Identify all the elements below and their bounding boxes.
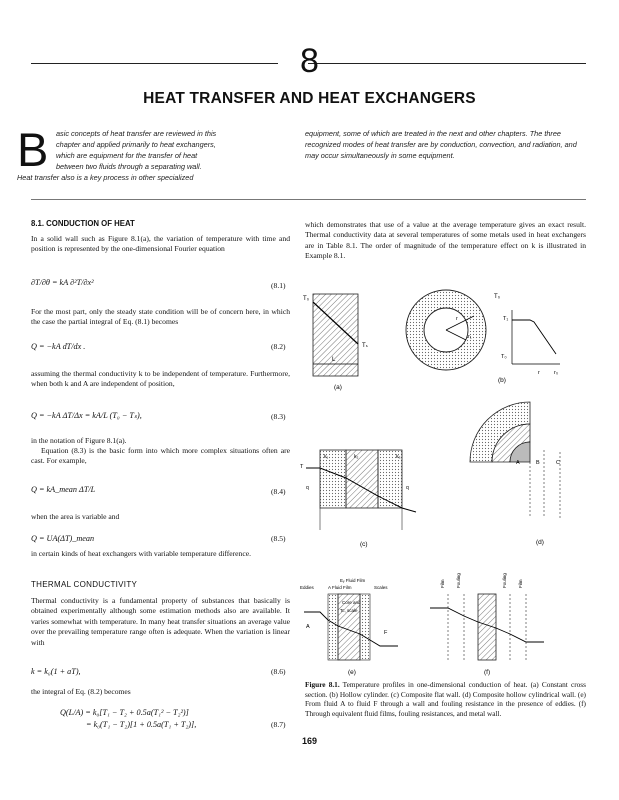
label-F: F	[384, 630, 388, 636]
intro-rule	[31, 199, 586, 200]
caption-text: Temperature profiles in one-dimensional conduction of heat. (a) Constant cross section. (b) Hollow cylinder. (c) Composite flat wall. (d) Composite hollow cylindrical wall. (e) From fluid A to fluid F through a wall and fouling resistance in the presence of eddies. (f) Through equivalent fluid films, fouling resistances, and metal wall.	[305, 680, 586, 718]
thermal-heading: THERMAL CONDUCTIVITY	[31, 580, 138, 589]
panel-b	[406, 290, 560, 384]
figure-8-1	[298, 282, 590, 676]
label-film: Film	[518, 579, 523, 588]
page-number: 169	[301, 736, 318, 746]
intro-left-lines	[56, 128, 278, 172]
panel-c-label: (c)	[360, 541, 368, 548]
panel-f-label: (f)	[484, 669, 491, 676]
label-A: A	[516, 460, 520, 466]
equation-8-4: Q = kA_mean ΔT/L	[31, 485, 96, 494]
label-k3: k₃	[396, 454, 401, 460]
thermal-p2: the integral of Eq. (8.2) becomes	[31, 687, 131, 696]
section-p3: assuming the thermal conductivity k to be independent of temperature. Furthermore, when both k and A are independent of position,	[31, 369, 290, 389]
panel-f	[430, 573, 544, 676]
intro-right: equipment, some of which are treated in the next and other chapters. The three recognized modes of heat transfer are by conduction, convection, and radiation, and may occur simultaneously in some equipment.	[305, 129, 577, 160]
equation-number: (8.7)	[271, 720, 286, 729]
panel-e-label: (e)	[348, 669, 356, 676]
panel-e	[300, 578, 398, 676]
equation-8-5: Q = UA(ΔT)_mean	[31, 534, 95, 543]
label-T0: T₀	[501, 354, 507, 360]
section-p4b: Equation (8.3) is the basic form into which more complex situations often are cast. For example,	[31, 446, 290, 466]
label-r: r	[456, 316, 458, 322]
equation-number: (8.6)	[271, 667, 286, 676]
equation-8-7b: = k₀(T₁ − T₂)[1 + 0.5a(T₁ + T₂)],	[86, 720, 197, 729]
label-k1: k₁	[324, 454, 329, 460]
equation-8-6: k = k₀(1 + aT),	[31, 667, 81, 676]
label-Ts: Tₛ	[362, 343, 368, 349]
chapter-title: HEAT TRANSFER AND HEAT EXCHANGERS	[143, 90, 476, 107]
label-film: Film	[440, 579, 445, 588]
section-p1: In a solid wall such as Figure 8.1(a), the variation of temperature with time and position is represented by the one-dimensional Fourier equation	[31, 234, 290, 254]
label-L: L	[332, 357, 336, 363]
label-T0: T₀	[303, 296, 310, 302]
panel-c	[300, 450, 416, 548]
equation-8-3: Q = −kA ΔT/Δx = kA/L (T₀ − Tₛ),	[31, 411, 142, 420]
equation-number: (8.1)	[271, 281, 286, 290]
section-p6: in certain kinds of heat exchangers with variable temperature difference.	[31, 549, 251, 558]
equation-8-1: ∂T/∂θ = kA ∂²T/∂x²	[31, 278, 94, 287]
label-r-axis: r	[538, 370, 540, 376]
intro-dropcap: B	[17, 123, 49, 176]
panel-a	[303, 294, 368, 391]
label-q: q	[406, 485, 409, 491]
equation-number: (8.4)	[271, 487, 286, 496]
section-p5: when the area is variable and	[31, 512, 120, 521]
label-eddies: Eddies	[300, 585, 314, 590]
section-p2: For the most part, only the steady state condition will be of concern here, in which the case the partial integral of Eq. (8.1) becomes	[31, 307, 290, 327]
label-T1: T₁	[503, 316, 509, 322]
label-T0: T₀	[494, 294, 501, 300]
figure-caption	[305, 680, 586, 718]
intro-line: between two fluids through a separating wall.	[56, 162, 202, 171]
label-B: B	[536, 460, 540, 466]
equation-number: (8.5)	[271, 534, 286, 543]
label-core: Core and	[342, 600, 361, 605]
equation-number: (8.2)	[271, 342, 286, 351]
equation-8-7a: Q(L/A) = k₀[T₁ − T₂ + 0.5a(T₁² − T₂²)]	[60, 708, 189, 717]
label-a-fluid-film: A Fluid Film	[328, 585, 352, 590]
label-k2: k₂	[354, 454, 359, 460]
chapter-number: 8	[300, 42, 319, 80]
intro-line: asic concepts of heat transfer are reviewed in this	[56, 129, 217, 138]
label-T: T	[300, 464, 304, 470]
panel-d	[470, 402, 560, 546]
label-fouling: Fouling	[502, 573, 507, 588]
panel-b-label: (b)	[498, 377, 506, 384]
section-p4a: in the notation of Figure 8.1(a).	[31, 436, 127, 445]
intro-line: which are equipment for the transfer of heat	[56, 151, 198, 160]
equation-8-2: Q = −kA dT/dx .	[31, 342, 86, 351]
label-C: C	[556, 460, 560, 466]
label-tc: Tc, scale	[340, 608, 358, 613]
label-q: q	[306, 485, 309, 491]
thermal-p1: Thermal conductivity is a fundamental property of substances that basically is obtained experimentally although some estimation methods also are available. It varies somewhat with temperature. In many heat transfer situations an average value over the prevailing temperature range often is adequate. When the variation is linear with	[31, 596, 290, 647]
caption-bold: Figure 8.1.	[305, 680, 340, 689]
intro-left-last: Heat transfer also is a key process in other specialized	[17, 173, 194, 182]
label-A: A	[306, 624, 310, 630]
label-fluid-film: Eᵧ Fluid Film	[340, 578, 366, 583]
equation-number: (8.3)	[271, 412, 286, 421]
label-scales: Scales	[374, 585, 388, 590]
right-column-p1: which demonstrates that use of a value at the average temperature gives an exact result. Thermal conductivity data at several temperatures of some metals used in heat exchangers are in Table 8.1. The order of magnitude of the temperature effect on k is illustrated in Example 8.1.	[305, 220, 586, 261]
panel-d-label: (d)	[536, 539, 544, 546]
label-r1: r₁	[468, 334, 472, 340]
intro-line: chapter and applied primarily to heat exchangers,	[56, 140, 216, 149]
label-fouling: Fouling	[456, 573, 461, 588]
section-heading: 8.1. CONDUCTION OF HEAT	[31, 219, 135, 228]
label-r0-axis: r₀	[554, 370, 559, 376]
panel-a-label: (a)	[334, 384, 342, 391]
